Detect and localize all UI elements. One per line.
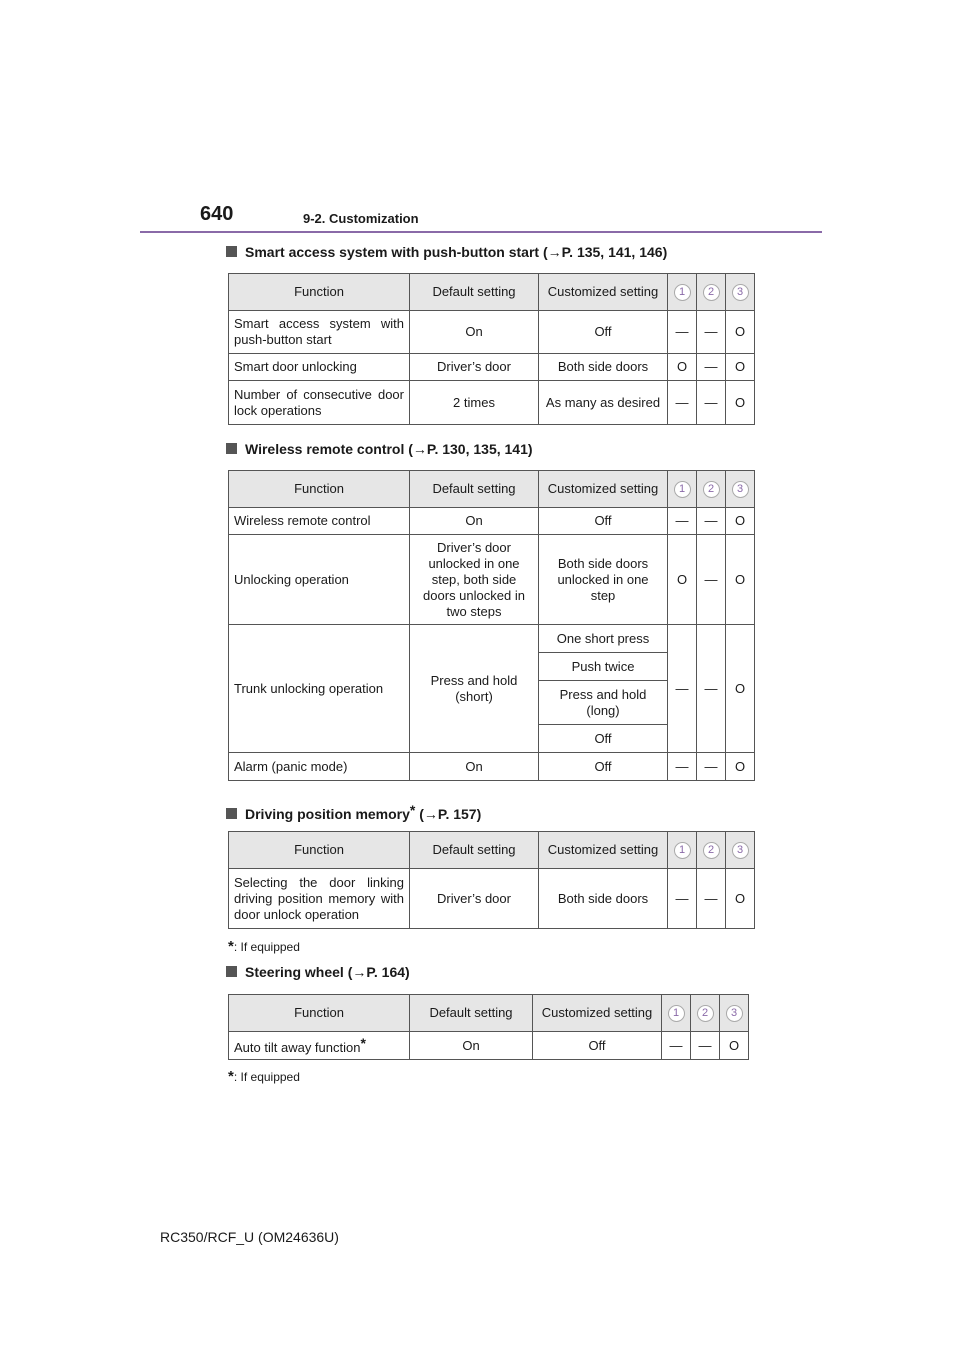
square-bullet-icon — [226, 246, 237, 257]
table-header-row — [229, 274, 755, 311]
heading-wireless-remote: Wireless remote control (→P. 130, 135, 141) — [226, 441, 533, 457]
heading-driving-position: Driving position memory* (→P. 157) — [226, 802, 481, 822]
footnote: *: If equipped — [228, 938, 300, 955]
number-2-icon: 2 — [703, 284, 720, 301]
table-steering-wheel — [228, 994, 749, 1060]
col-1 — [662, 995, 691, 1032]
col-3 — [720, 995, 749, 1032]
table-row: Alarm (panic mode) On Off — — O — [229, 753, 755, 781]
number-3-icon: 3 — [732, 842, 749, 859]
col-3 — [726, 471, 755, 508]
page-header — [140, 203, 822, 233]
table-driving-position — [228, 831, 755, 929]
col-1 — [668, 274, 697, 311]
heading-smart-access: Smart access system with push-button start (→P. 135, 141, 146) — [226, 244, 667, 260]
number-3-icon: 3 — [726, 1005, 743, 1022]
number-3-icon: 3 — [732, 284, 749, 301]
footnote: *: If equipped — [228, 1068, 300, 1085]
asterisk-icon: * — [360, 1035, 366, 1051]
number-2-icon: 2 — [703, 842, 720, 859]
table-row: Smart access system with push-button start On Off — — O — [229, 311, 755, 354]
col-3 — [726, 274, 755, 311]
square-bullet-icon — [226, 808, 237, 819]
col-function: Function — [229, 995, 410, 1032]
table-wireless-remote — [228, 470, 755, 781]
col-function: Function — [229, 471, 410, 508]
col-2 — [697, 274, 726, 311]
col-default: Default setting — [410, 995, 533, 1032]
number-2-icon: 2 — [697, 1005, 714, 1022]
table-row: Number of consecutive door lock operations 2 times As many as desired — — O — [229, 381, 755, 425]
square-bullet-icon — [226, 443, 237, 454]
col-3 — [726, 832, 755, 869]
number-1-icon: 1 — [674, 842, 691, 859]
col-custom: Customized setting — [533, 995, 662, 1032]
col-custom: Customized setting — [539, 471, 668, 508]
table-row: Push twice — [229, 653, 755, 681]
square-bullet-icon — [226, 966, 237, 977]
number-1-icon: 1 — [674, 481, 691, 498]
number-2-icon: 2 — [703, 481, 720, 498]
table-row: Smart door unlocking Driver’s door Both side doors O — O — [229, 354, 755, 381]
col-2 — [691, 995, 720, 1032]
section-title: 9-2. Customization — [303, 211, 419, 226]
table-header-row — [229, 995, 749, 1032]
col-custom: Customized setting — [539, 832, 668, 869]
table-header-row — [229, 832, 755, 869]
col-function: Function — [229, 832, 410, 869]
page-number: 640 — [200, 203, 234, 225]
table-row: Trunk unlocking operation Press and hold (short) One short press — — O — [229, 625, 755, 653]
table-row: Press and hold (long) — [229, 681, 755, 725]
asterisk-icon: * — [228, 1068, 234, 1085]
asterisk-icon: * — [409, 802, 416, 818]
table-row: Off — [229, 725, 755, 753]
number-1-icon: 1 — [674, 284, 691, 301]
number-3-icon: 3 — [732, 481, 749, 498]
heading-steering-wheel: Steering wheel (→P. 164) — [226, 964, 410, 980]
col-2 — [697, 832, 726, 869]
col-default: Default setting — [410, 471, 539, 508]
table-smart-access — [228, 273, 755, 425]
table-header-row — [229, 471, 755, 508]
col-1 — [668, 832, 697, 869]
col-2 — [697, 471, 726, 508]
col-1 — [668, 471, 697, 508]
col-custom: Customized setting — [539, 274, 668, 311]
table-row: Unlocking operation Driver’s door unlocked in one step, both side doors unlocked in two steps Both side doors unlocked in one step O — O — [229, 535, 755, 625]
asterisk-icon: * — [228, 938, 234, 955]
table-row: Selecting the door linking driving position memory with door unlock operation Driver’s door Both side doors — — O — [229, 869, 755, 929]
number-1-icon: 1 — [668, 1005, 685, 1022]
col-function: Function — [229, 274, 410, 311]
table-row: Auto tilt away function* On Off — — O — [229, 1032, 749, 1060]
col-default: Default setting — [410, 274, 539, 311]
col-default: Default setting — [410, 832, 539, 869]
page-footer: RC350/RCF_U (OM24636U) — [160, 1229, 339, 1245]
table-row: Wireless remote control On Off — — O — [229, 508, 755, 535]
